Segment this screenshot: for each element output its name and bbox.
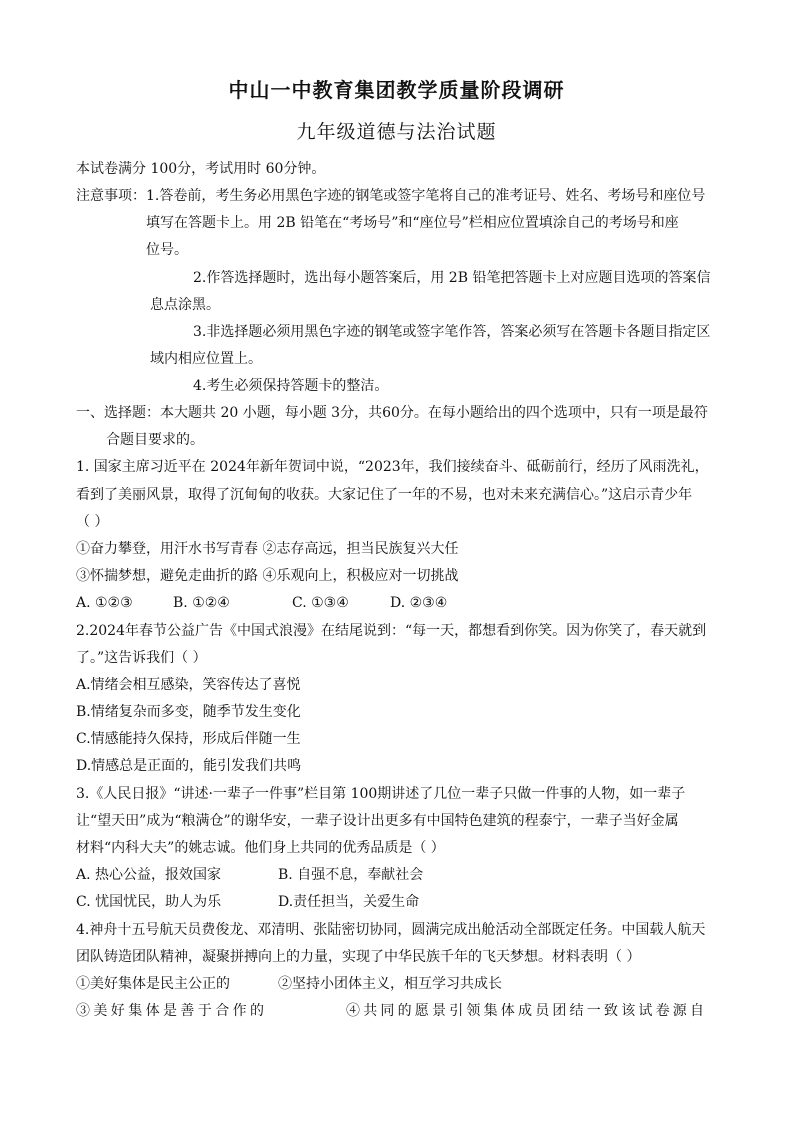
q3-option-d: D.责任担当，关爱生命: [278, 894, 420, 910]
q3-option-a: A. 热心公益，报效国家: [76, 867, 222, 883]
q4-stem: 4.神舟十五号航天员费俊龙、邓清明、张陆密切协同，圆满完成出舱活动全部既定任务。中国载人航天: [76, 922, 706, 938]
note-line: 域内相应位置上。: [150, 351, 262, 367]
note-line: 注意事项：1.答卷前，考生务必用黑色字迹的钢笔或签字笔将自己的准考证号、姓名、考场号和座位号: [76, 188, 706, 204]
note-line: 2.作答选择题时，选出每小题答案后，用 2B 铅笔把答题卡上对应题目选项的答案信: [193, 270, 711, 286]
q3-option-b: B. 自强不息，奉献社会: [278, 867, 424, 883]
q4-item-1: ①美好集体是民主公正的: [76, 976, 230, 992]
q1-stem: 1. 国家主席习近平在 2024年新年贺词中说，“2023年，我们接续奋斗、砥砺前行，经历了风雨洗礼，: [76, 459, 709, 475]
q1-option-d: D. ②③④: [390, 595, 448, 611]
q4-item-3: ③美好集体是善于合作的: [76, 1003, 268, 1019]
q4-item-2: ②坚持小团体主义，相互学习共成长: [278, 976, 502, 992]
q1-answer-blank: （ ）: [76, 514, 109, 530]
note-line: 4.考生必须保持答题卡的整洁。: [193, 378, 389, 394]
q1-option-b: B. ①②④: [173, 595, 230, 611]
section-heading: 一、选择题：本大题共 20 小题，每小题 3分，共60分。在每小题给出的四个选项中，只有一项是最符: [76, 405, 708, 421]
q3-stem: 材料“内科大夫”的姚志诚。他们身上共同的优秀品质是（ ）: [76, 840, 445, 856]
q1-item: ③怀揣梦想，避免走曲折的路 ④乐观向上，积极应对一切挑战: [76, 568, 459, 584]
q2-stem: 2.2024年春节公益广告《中国式浪漫》在结尾说到：“每一天，都想看到你笑。因为你笑了，春天就到: [76, 623, 707, 639]
q4-stem: 团队铸造团队精神，凝聚拼搏向上的力量，实现了中华民族千年的飞天梦想。材料表明（ ）: [76, 949, 641, 965]
q1-item: ①奋力攀登，用汗水书写青春 ②志存高远，担当民族复兴大任: [76, 541, 459, 557]
q4-item-4: ④共同的愿景引领集体成员团结一致该试卷源自: [346, 1003, 708, 1019]
note-line: 息点涂黑。: [150, 297, 220, 313]
q1-option-a: A. ①②③: [76, 595, 133, 611]
exam-title: 中山一中教育集团教学质量阶段调研: [228, 78, 565, 102]
q2-option-d: D.情感总是正面的，能引发我们共鸣: [76, 758, 302, 774]
q3-option-c: C. 忧国忧民，助人为乐: [76, 894, 222, 910]
q3-stem: 让“望天田”成为“粮满仓”的谢华安，一辈子设计出更多有中国特色建筑的程泰宁，一辈子当好金属: [76, 813, 679, 829]
q3-stem: 3.《人民日报》“讲述·一辈子一件事”栏目第 100期讲述了几位一辈子只做一件事的人物，如一辈子: [76, 786, 686, 802]
q2-option-b: B.情绪复杂而多变，随季节发生变化: [76, 704, 301, 720]
note-line: 填写在答题卡上。用 2B 铅笔在“考场号”和“座位号”栏相应位置填涂自己的考场号和座: [146, 215, 679, 231]
q2-option-c: C.情感能持久保持，形成后伴随一生: [76, 731, 301, 747]
q1-option-c: C. ①③④: [292, 595, 349, 611]
q2-option-a: A.情绪会相互感染，笑容传达了喜悦: [76, 677, 301, 693]
q1-stem: 看到了美丽风景，取得了沉甸甸的收获。大家记住了一年的不易，也对未来充满信心。”这启示青少年: [76, 487, 693, 503]
exam-subtitle: 九年级道德与法治试题: [296, 121, 497, 143]
q2-stem: 了。”这告诉我们（ ）: [76, 650, 207, 666]
note-line: 位号。: [146, 242, 188, 258]
score-info: 本试卷满分 100分，考试用时 60分钟。: [76, 161, 326, 177]
note-line: 3.非选择题必须用黑色字迹的钢笔或签字笔作答，答案必须写在答题卡各题目指定区: [193, 324, 711, 340]
section-heading-cont: 合题目要求的。: [106, 432, 204, 448]
